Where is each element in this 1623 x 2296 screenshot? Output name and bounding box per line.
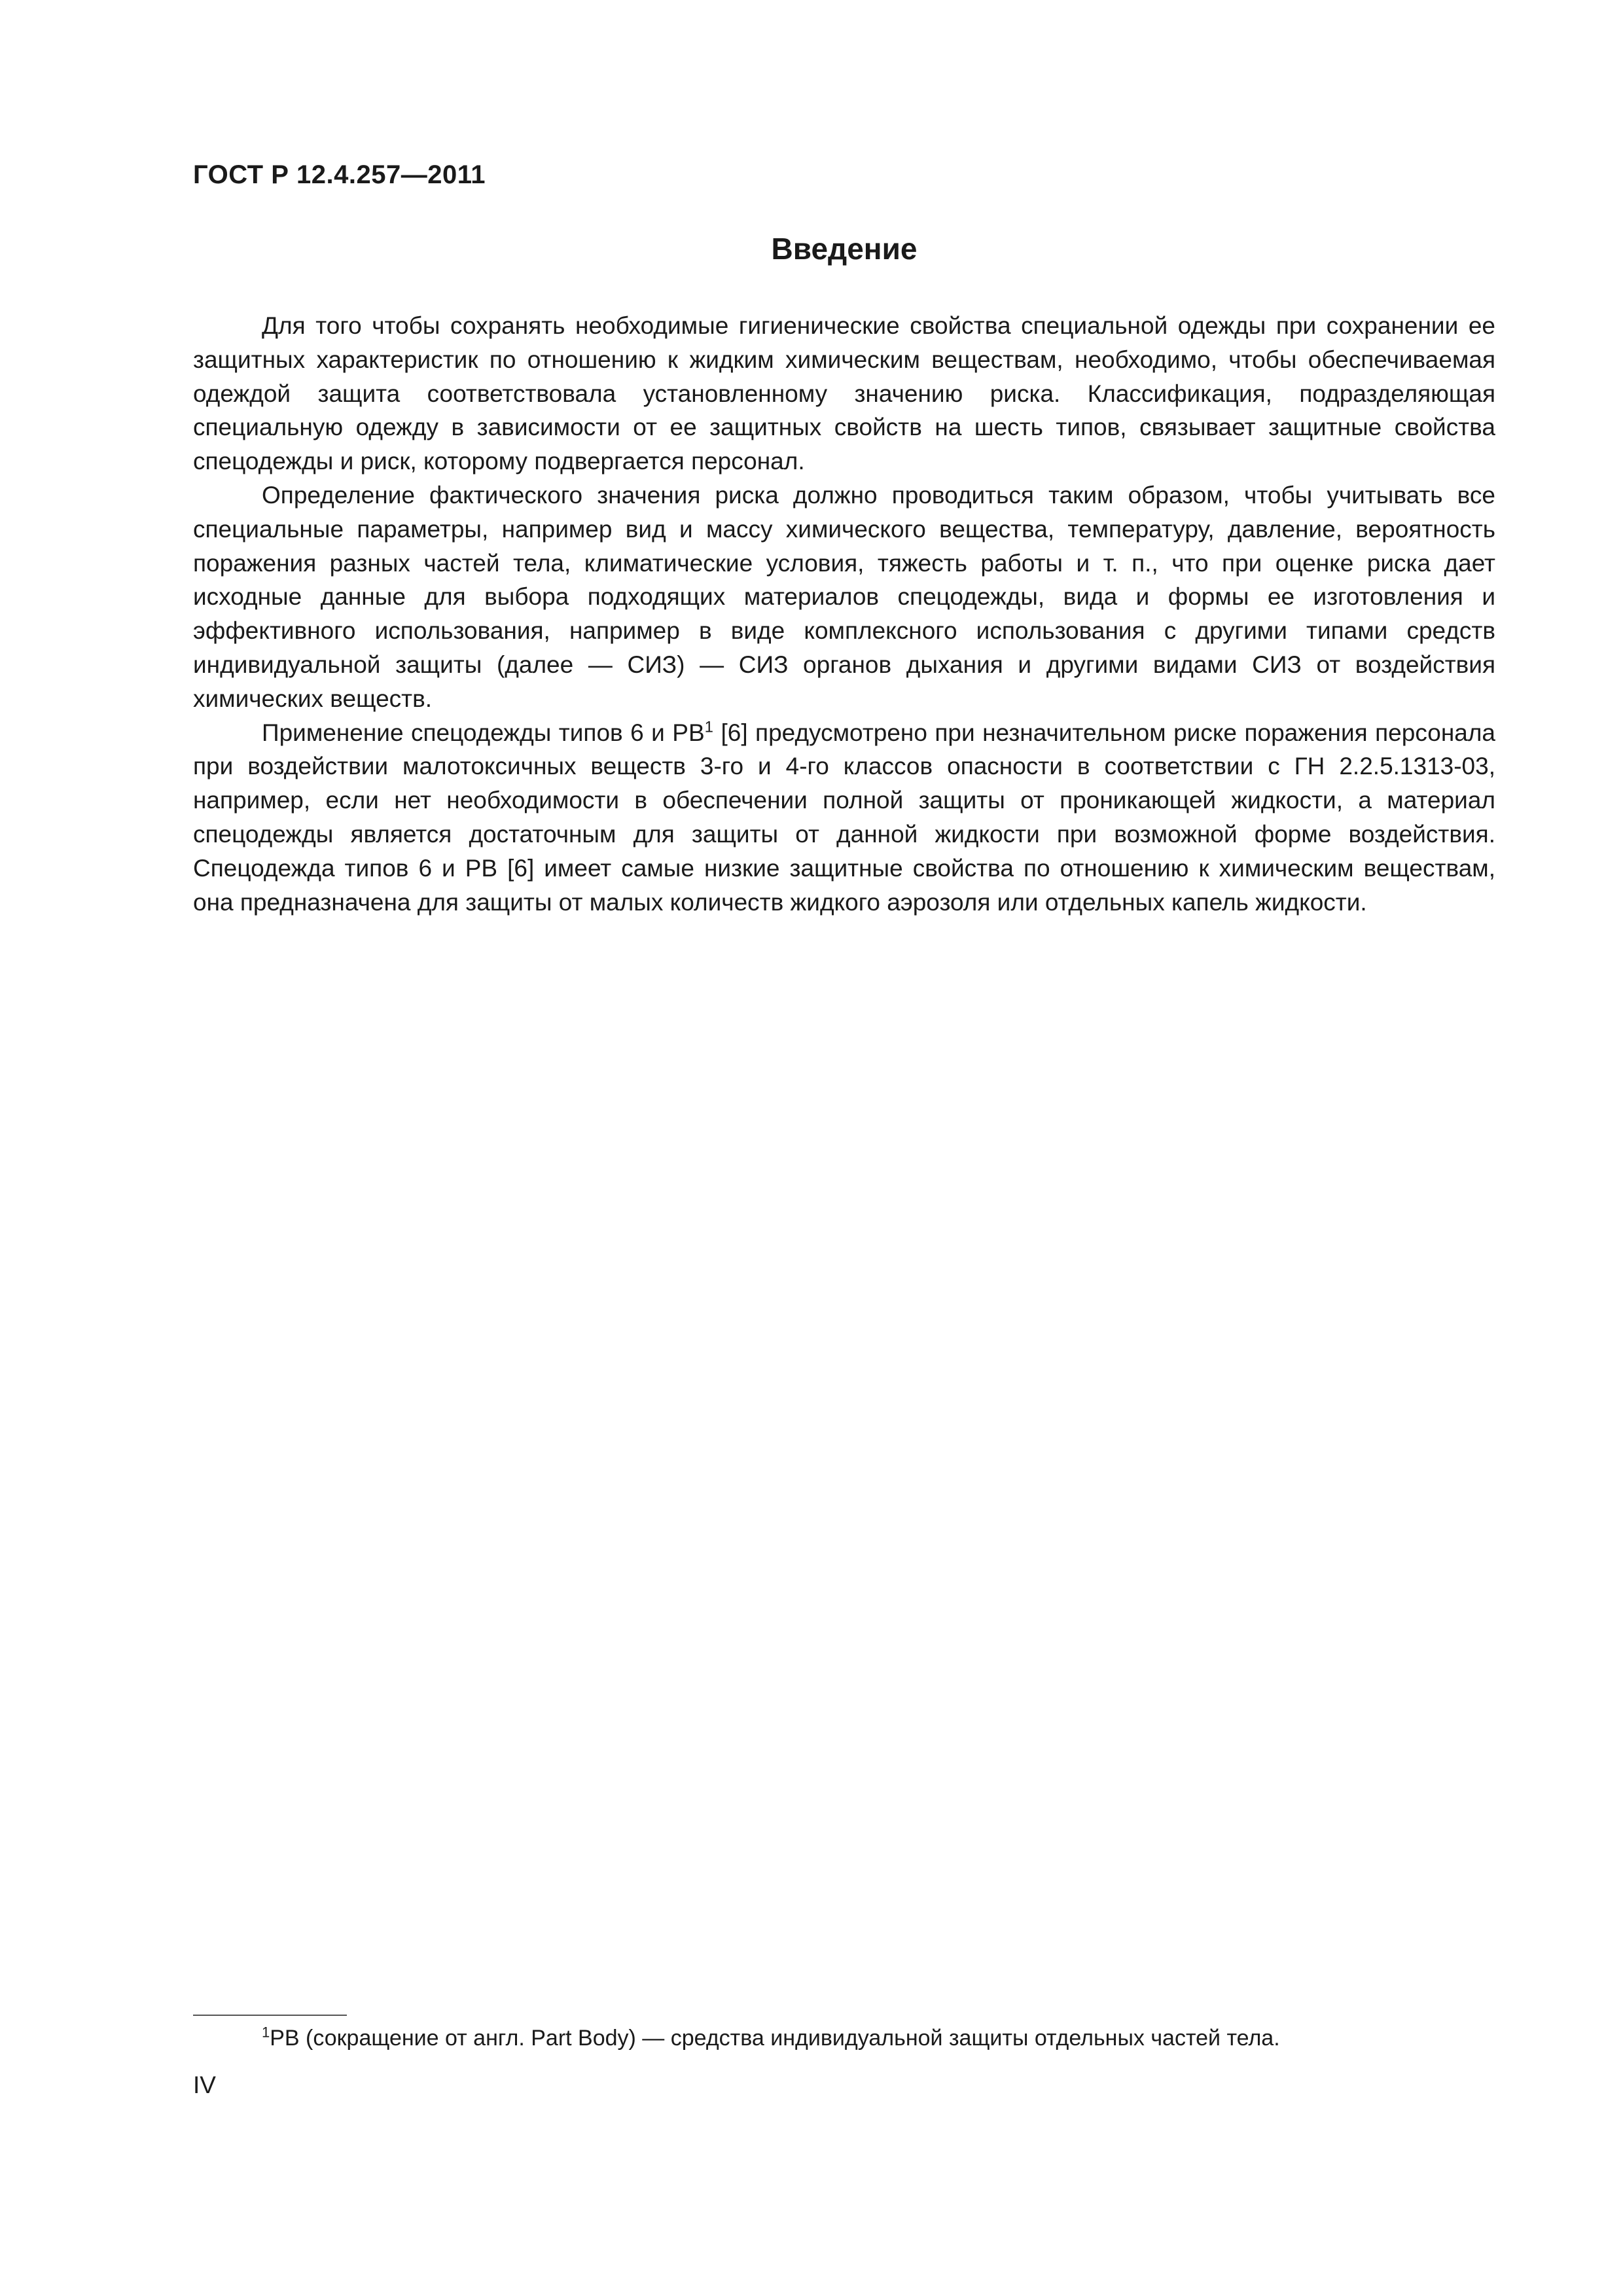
footnote-divider	[193, 2015, 347, 2016]
document-code: ГОСТ Р 12.4.257—2011	[193, 160, 486, 189]
section-title: Введение	[771, 232, 918, 266]
paragraph-3	[193, 716, 1495, 920]
introduction-body	[193, 309, 1495, 919]
paragraph-1: Для того чтобы сохранять необходимые гигиенические свойства специальной одежды при сохранении ее защитных характеристик по отношению к жидким химическим веществам, необходимо, чтобы обеспечиваемая одеждой защита соответствовала установленному значению риска. Классификация, подразделяющая специальную одежду в зависимости от ее защитных свойств на шесть типов, связывает защитные свойства спецодежды и риск, которому подвергается персонал.	[193, 312, 1495, 475]
paragraph-2: Определение фактического значения риска должно проводиться таким образом, чтобы учитывать все специальные параметры, например вид и массу химического вещества, температуру, давление, вероятность поражения разных частей тела, климатические условия, тяжесть работы и т. п., что при оценке риска дает исходные данные для выбора подходящих материалов спецодежды, вида и формы ее изготовления и эффективного использования, например в виде комплексного использования с другими типами средств индивидуальной защиты (далее — СИЗ) — СИЗ органов дыхания и другими видами СИЗ от воздействия химических веществ.	[193, 481, 1495, 712]
footnote-reference: 1	[704, 718, 714, 736]
footnote-marker: 1	[262, 2024, 270, 2041]
paragraph-3-start: Применение спецодежды типов 6 и PB	[262, 719, 705, 746]
page-number: IV	[193, 2072, 216, 2098]
footnote-text: PB (сокращение от англ. Part Body) — средства индивидуальной защиты отдельных частей тела.	[270, 2026, 1280, 2051]
paragraph-3-rest: [6] предусмотрено при незначительном риске поражения персонала при воздействии малотоксичных веществ 3-го и 4-го классов опасности в соответствии с ГН 2.2.5.1313-03, например, если нет необходимости в обеспечении полной защиты от проникающей жидкости, а материал спецодежды является достаточным для защиты от данной жидкости при возможной форме воздействия. Спецодежда типов 6 и PB [6] имеет самые низкие защитные свойства по отношению к химическим веществам, она предназначена для защиты от малых количеств жидкого аэрозоля или отдельных капель жидкости.	[193, 719, 1496, 916]
footnote	[193, 2022, 1495, 2054]
